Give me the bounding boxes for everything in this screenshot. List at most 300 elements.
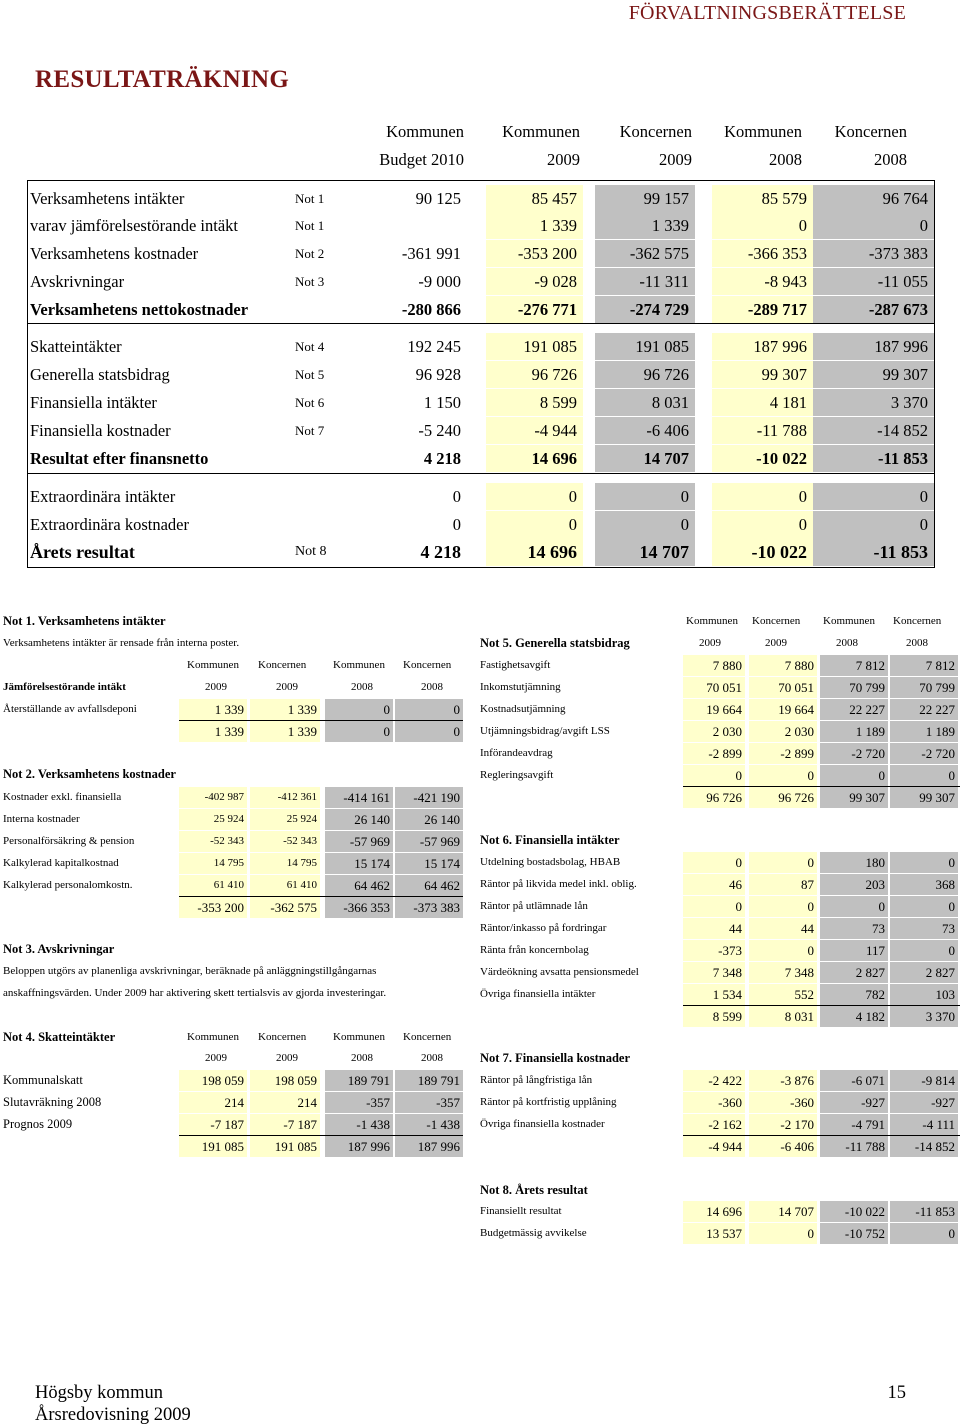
value-cell: -402 987 xyxy=(179,787,247,808)
column-header-period: 2009 xyxy=(205,681,227,693)
value-cell: 8 031 xyxy=(749,1006,817,1027)
column-header-period: 2008 xyxy=(421,681,443,693)
column-header-period: 2008 xyxy=(351,1052,373,1064)
value-cell: 192 245 xyxy=(407,337,461,356)
footer-org: Högsby kommun xyxy=(35,1383,163,1403)
value-cell: 191 085 xyxy=(250,1136,320,1157)
value-cell: -11 311 xyxy=(595,268,695,295)
column-header-period: Budget 2010 xyxy=(379,150,464,169)
column-header-period: 2008 xyxy=(874,150,907,169)
value-cell: 99 157 xyxy=(595,185,695,212)
value-cell: -412 361 xyxy=(250,787,320,808)
value-cell: -11 055 xyxy=(813,268,934,295)
row-label: Finansiella kostnader xyxy=(30,421,171,440)
row-label: Resultat efter finansnetto xyxy=(30,449,209,468)
value-cell: 2 827 xyxy=(820,962,888,983)
row-label: Utdelning bostadsbolag, HBAB xyxy=(480,856,621,868)
value-cell: 2 827 xyxy=(890,962,958,983)
value-cell: -360 xyxy=(683,1092,745,1113)
column-header-entity: Koncernen xyxy=(258,1031,307,1043)
row-label: Budgetmässig avvikelse xyxy=(480,1227,587,1239)
value-cell: -11 853 xyxy=(890,1201,958,1222)
column-header-entity: Koncernen xyxy=(258,659,307,671)
value-cell: -361 991 xyxy=(401,244,461,263)
value-cell: 13 537 xyxy=(683,1223,745,1244)
value-cell: 14 696 xyxy=(486,538,583,566)
row-label: Införandeavdrag xyxy=(480,747,553,759)
row-label: Räntor på likvida medel inkl. oblig. xyxy=(480,878,637,890)
value-cell: 0 xyxy=(813,212,934,239)
value-cell: -14 852 xyxy=(813,417,934,444)
value-cell: 0 xyxy=(890,896,958,917)
column-header-entity: Kommunen xyxy=(823,615,875,627)
value-cell: 1 339 xyxy=(595,212,695,239)
row-label: Fastighetsavgift xyxy=(480,659,551,671)
value-cell: -5 240 xyxy=(418,421,461,440)
note-text: Beloppen utgörs av planenliga avskrivningar, beräknade på anläggningstillgångarnas xyxy=(3,965,377,977)
value-cell: 0 xyxy=(749,765,817,786)
note-ref: Not 1 xyxy=(295,191,325,206)
value-cell: 0 xyxy=(325,699,393,720)
value-cell: 189 791 xyxy=(325,1070,393,1091)
column-header-period: 2009 xyxy=(547,150,580,169)
rule-line xyxy=(179,720,463,721)
value-cell: -11 853 xyxy=(813,538,934,566)
value-cell: 0 xyxy=(683,852,745,873)
value-cell: -10 752 xyxy=(820,1223,888,1244)
note-ref: Not 1 xyxy=(295,218,325,233)
table-row xyxy=(27,268,934,295)
value-cell: 61 410 xyxy=(179,875,247,896)
value-cell: -353 200 xyxy=(486,240,583,267)
value-cell: -366 353 xyxy=(712,240,813,267)
row-label: Verksamhetens nettokostnader xyxy=(30,300,249,319)
rule-line xyxy=(27,567,934,568)
note-ref: Not 4 xyxy=(295,339,325,354)
value-cell: 22 227 xyxy=(890,699,958,720)
value-cell: 1 339 xyxy=(486,212,583,239)
value-cell: 99 307 xyxy=(813,361,934,388)
table-row xyxy=(27,417,934,444)
value-cell: 61 410 xyxy=(250,875,320,896)
rule-line xyxy=(27,473,934,474)
value-cell: 14 707 xyxy=(595,538,695,566)
value-cell: 14 707 xyxy=(749,1201,817,1222)
value-cell: 0 xyxy=(452,487,461,506)
value-cell: -1 438 xyxy=(325,1114,393,1135)
value-cell: 117 xyxy=(820,940,888,961)
row-label: Finansiellt resultat xyxy=(480,1205,562,1217)
row-label: Kalkylerad personalomkostn. xyxy=(3,879,133,891)
column-header-entity: Koncernen xyxy=(403,659,452,671)
rule-line xyxy=(27,180,934,181)
row-label: Regleringsavgift xyxy=(480,769,554,781)
row-label: Återställande av avfallsdeponi xyxy=(3,703,137,715)
value-cell: 187 996 xyxy=(395,1136,463,1157)
value-cell: 99 307 xyxy=(890,787,958,808)
value-cell: -9 028 xyxy=(486,268,583,295)
value-cell: 7 348 xyxy=(683,962,745,983)
value-cell: 99 307 xyxy=(820,787,888,808)
value-cell: -927 xyxy=(820,1092,888,1113)
note-title: Not 5. Generella statsbidrag xyxy=(480,636,630,650)
footer-doc: Årsredovisning 2009 xyxy=(35,1405,191,1425)
note-description: Verksamhetens intäkter är rensade från interna poster. xyxy=(3,637,240,649)
value-cell: -362 575 xyxy=(595,240,695,267)
rule-line xyxy=(27,323,934,324)
value-cell: -4 791 xyxy=(820,1114,888,1135)
note-ref: Not 2 xyxy=(295,246,325,261)
row-label: Övriga finansiella kostnader xyxy=(480,1118,605,1130)
rule-line xyxy=(179,896,463,897)
note-title: Not 1. Verksamhetens intäkter xyxy=(3,614,166,628)
value-cell: -280 866 xyxy=(401,300,461,319)
value-cell: -357 xyxy=(325,1092,393,1113)
value-cell: -289 717 xyxy=(712,296,813,323)
value-cell: 4 181 xyxy=(712,389,813,416)
row-label: Personalförsäkring & pension xyxy=(3,835,135,847)
value-cell: 14 795 xyxy=(250,853,320,874)
value-cell: 191 085 xyxy=(486,333,583,360)
value-cell: 96 726 xyxy=(683,787,745,808)
value-cell: 4 182 xyxy=(820,1006,888,1027)
row-label: Räntor på utlämnade lån xyxy=(480,900,588,912)
value-cell: 46 xyxy=(683,874,745,895)
rule-line xyxy=(683,786,960,787)
page-title: RESULTATRÄKNING xyxy=(35,66,290,93)
value-cell: -2 720 xyxy=(820,743,888,764)
value-cell: -52 343 xyxy=(250,831,320,852)
value-cell: -11 788 xyxy=(820,1136,888,1157)
table-row xyxy=(27,240,934,267)
column-header-period: 2009 xyxy=(276,1052,298,1064)
row-label: Kostnadsutjämning xyxy=(480,703,566,715)
value-cell: 14 696 xyxy=(683,1201,745,1222)
value-cell: 191 085 xyxy=(595,333,695,360)
value-cell: -9 814 xyxy=(890,1070,958,1091)
value-cell: 103 xyxy=(890,984,958,1005)
value-cell: -10 022 xyxy=(712,445,813,472)
value-cell: 70 799 xyxy=(890,677,958,698)
value-cell: -10 022 xyxy=(820,1201,888,1222)
value-cell: 96 764 xyxy=(813,185,934,212)
value-cell: 7 812 xyxy=(890,655,958,676)
value-cell: 187 996 xyxy=(813,333,934,360)
value-cell: 14 795 xyxy=(179,853,247,874)
value-cell: -2 720 xyxy=(890,743,958,764)
value-cell: -57 969 xyxy=(325,831,393,852)
value-cell: 70 051 xyxy=(683,677,745,698)
value-cell: 2 030 xyxy=(683,721,745,742)
value-cell: 0 xyxy=(486,483,583,510)
note-ref: Not 5 xyxy=(295,367,325,382)
note-title: Not 2. Verksamhetens kostnader xyxy=(3,767,176,781)
value-cell: 0 xyxy=(749,852,817,873)
column-header-period: 2008 xyxy=(906,637,928,649)
row-label: Räntor/inkasso på fordringar xyxy=(480,922,607,934)
value-cell: 96 726 xyxy=(595,361,695,388)
value-cell: 1 339 xyxy=(250,699,320,720)
value-cell: -4 111 xyxy=(890,1114,958,1135)
column-header-entity: Kommunen xyxy=(502,122,580,141)
value-cell: 0 xyxy=(813,483,934,510)
table-row xyxy=(27,333,934,360)
value-cell: 8 599 xyxy=(486,389,583,416)
value-cell: 22 227 xyxy=(820,699,888,720)
value-cell: 1 189 xyxy=(820,721,888,742)
column-header-entity: Koncernen xyxy=(619,122,692,141)
value-cell: -2 899 xyxy=(683,743,745,764)
section-header: FÖRVALTNINGSBERÄTTELSE xyxy=(628,2,906,24)
row-label: Extraordinära intäkter xyxy=(30,487,176,506)
column-header-period: 2008 xyxy=(421,1052,443,1064)
value-cell: 14 696 xyxy=(486,445,583,472)
value-cell: 96 726 xyxy=(486,361,583,388)
table-row xyxy=(27,296,934,323)
value-cell: 90 125 xyxy=(415,189,461,208)
value-cell: -362 575 xyxy=(250,897,320,918)
value-cell: -52 343 xyxy=(179,831,247,852)
value-cell: -276 771 xyxy=(486,296,583,323)
value-cell: -2 162 xyxy=(683,1114,745,1135)
value-cell: 87 xyxy=(749,874,817,895)
value-cell: -8 943 xyxy=(712,268,813,295)
column-header-entity: Koncernen xyxy=(403,1031,452,1043)
value-cell: 203 xyxy=(820,874,888,895)
value-cell: 0 xyxy=(712,483,813,510)
value-cell: 0 xyxy=(452,515,461,534)
value-cell: 214 xyxy=(179,1092,247,1113)
value-cell: -373 383 xyxy=(395,897,463,918)
row-label: Räntor på långfristiga lån xyxy=(480,1074,593,1086)
table-row xyxy=(27,185,934,212)
value-cell: -357 xyxy=(395,1092,463,1113)
row-label: Slutavräkning 2008 xyxy=(3,1095,102,1109)
value-cell: 0 xyxy=(486,511,583,538)
value-cell: 189 791 xyxy=(395,1070,463,1091)
value-cell: 1 339 xyxy=(250,721,320,742)
value-cell: -6 406 xyxy=(749,1136,817,1157)
value-cell: 26 140 xyxy=(395,809,463,830)
row-label: Verksamhetens kostnader xyxy=(30,244,199,263)
value-cell: 14 707 xyxy=(595,445,695,472)
note-ref: Not 7 xyxy=(295,423,325,438)
value-cell: 0 xyxy=(820,765,888,786)
row-label: Finansiella intäkter xyxy=(30,393,157,412)
value-cell: 96 928 xyxy=(415,365,461,384)
value-cell: 0 xyxy=(813,511,934,538)
group-label: Jämförelsestörande intäkt xyxy=(3,681,126,693)
rule-line xyxy=(179,1135,463,1136)
value-cell: 7 880 xyxy=(683,655,745,676)
value-cell: 187 996 xyxy=(325,1136,393,1157)
value-cell: 1 534 xyxy=(683,984,745,1005)
value-cell: -6 406 xyxy=(595,417,695,444)
table-row xyxy=(27,511,934,538)
column-header-period: 2009 xyxy=(205,1052,227,1064)
value-cell: 26 140 xyxy=(325,809,393,830)
column-header-entity: Koncernen xyxy=(834,122,907,141)
note-title: Not 7. Finansiella kostnader xyxy=(480,1051,631,1065)
column-header-entity: Kommunen xyxy=(333,1031,385,1043)
table-row xyxy=(27,538,934,566)
row-label: Utjämningsbidrag/avgift LSS xyxy=(480,725,610,737)
value-cell: 0 xyxy=(712,212,813,239)
rule-line-vertical xyxy=(934,180,935,568)
value-cell: 25 924 xyxy=(250,809,320,830)
value-cell: 19 664 xyxy=(749,699,817,720)
row-label: Interna kostnader xyxy=(3,813,80,825)
column-header-period: 2008 xyxy=(769,150,802,169)
row-label: Räntor på kortfristig upplåning xyxy=(480,1096,617,1108)
value-cell: 0 xyxy=(890,1223,958,1244)
value-cell: -9 000 xyxy=(418,272,461,291)
value-cell: -14 852 xyxy=(890,1136,958,1157)
row-label: Kalkylerad kapitalkostnad xyxy=(3,857,119,869)
value-cell: 99 307 xyxy=(712,361,813,388)
value-cell: -353 200 xyxy=(179,897,247,918)
value-cell: 73 xyxy=(820,918,888,939)
value-cell: 44 xyxy=(683,918,745,939)
value-cell: 1 189 xyxy=(890,721,958,742)
value-cell: -287 673 xyxy=(813,296,934,323)
value-cell: -11 788 xyxy=(712,417,813,444)
value-cell: 214 xyxy=(250,1092,320,1113)
value-cell: 64 462 xyxy=(325,875,393,896)
value-cell: 0 xyxy=(820,896,888,917)
value-cell: -927 xyxy=(890,1092,958,1113)
column-header-period: 2009 xyxy=(659,150,692,169)
value-cell: 85 579 xyxy=(712,185,813,212)
value-cell: -366 353 xyxy=(325,897,393,918)
note-ref: Not 8 xyxy=(295,544,327,559)
column-header-entity: Kommunen xyxy=(686,615,738,627)
value-cell: 0 xyxy=(890,940,958,961)
value-cell: 8 031 xyxy=(595,389,695,416)
value-cell: 70 051 xyxy=(749,677,817,698)
value-cell: 0 xyxy=(683,765,745,786)
value-cell: 180 xyxy=(820,852,888,873)
value-cell: 1 339 xyxy=(179,721,247,742)
value-cell: 4 218 xyxy=(423,449,461,468)
note-ref: Not 3 xyxy=(295,274,325,289)
note-ref: Not 6 xyxy=(295,395,325,410)
value-cell: 0 xyxy=(890,852,958,873)
table-row xyxy=(27,361,934,388)
value-cell xyxy=(367,212,467,239)
row-label: Värdeökning avsatta pensionsmedel xyxy=(480,966,639,978)
value-cell: 1 339 xyxy=(179,699,247,720)
value-cell: -2 422 xyxy=(683,1070,745,1091)
value-cell: 0 xyxy=(749,896,817,917)
row-label: Övriga finansiella intäkter xyxy=(480,988,596,1000)
value-cell: -7 187 xyxy=(179,1114,247,1135)
value-cell: -2 170 xyxy=(749,1114,817,1135)
value-cell: 4 218 xyxy=(420,542,461,562)
note-text: anskaffningsvärden. Under 2009 har aktivering skett tertialsvis av gjorda investeringar. xyxy=(3,987,387,999)
value-cell: -3 876 xyxy=(749,1070,817,1091)
column-header-entity: Kommunen xyxy=(333,659,385,671)
rule-line xyxy=(683,1005,960,1006)
value-cell: -373 383 xyxy=(813,240,934,267)
value-cell: 0 xyxy=(749,940,817,961)
note-title: Not 6. Finansiella intäkter xyxy=(480,833,620,847)
row-label: varav jämförelsestörande intäkt xyxy=(30,216,238,235)
row-label: Verksamhetens intäkter xyxy=(30,189,185,208)
value-cell: 73 xyxy=(890,918,958,939)
value-cell: -2 899 xyxy=(749,743,817,764)
note-title: Not 3. Avskrivningar xyxy=(3,942,115,956)
page-number: 15 xyxy=(887,1383,906,1403)
value-cell: 0 xyxy=(395,699,463,720)
column-header-entity: Koncernen xyxy=(752,615,801,627)
value-cell: 8 599 xyxy=(683,1006,745,1027)
value-cell: -57 969 xyxy=(395,831,463,852)
value-cell: 7 348 xyxy=(749,962,817,983)
value-cell: 0 xyxy=(595,511,695,538)
table-row xyxy=(27,389,934,416)
column-header-entity: Kommunen xyxy=(386,122,464,141)
value-cell: -414 161 xyxy=(325,787,393,808)
value-cell: -6 071 xyxy=(820,1070,888,1091)
value-cell: 0 xyxy=(683,896,745,917)
value-cell: 0 xyxy=(890,765,958,786)
column-header-entity: Kommunen xyxy=(724,122,802,141)
column-header-entity: Koncernen xyxy=(893,615,942,627)
row-label: Skatteintäkter xyxy=(30,337,122,356)
row-label: Ränta från koncernbolag xyxy=(480,944,589,956)
row-label: Inkomstutjämning xyxy=(480,681,561,693)
value-cell: 0 xyxy=(749,1223,817,1244)
value-cell: 198 059 xyxy=(179,1070,247,1091)
note-title: Not 8. Årets resultat xyxy=(480,1183,588,1197)
value-cell: 7 812 xyxy=(820,655,888,676)
value-cell: 3 370 xyxy=(813,389,934,416)
value-cell: 3 370 xyxy=(890,1006,958,1027)
column-header-entity: Kommunen xyxy=(187,659,239,671)
column-header-period: 2008 xyxy=(351,681,373,693)
value-cell: -360 xyxy=(749,1092,817,1113)
value-cell: -11 853 xyxy=(813,445,934,472)
value-cell: 198 059 xyxy=(250,1070,320,1091)
value-cell: -4 944 xyxy=(683,1136,745,1157)
note-title: Not 4. Skatteintäkter xyxy=(3,1030,116,1044)
column-header-period: 2009 xyxy=(699,637,721,649)
column-header-period: 2009 xyxy=(765,637,787,649)
row-label: Prognos 2009 xyxy=(3,1117,73,1131)
value-cell: 96 726 xyxy=(749,787,817,808)
rule-line-vertical xyxy=(27,180,28,568)
row-label: Avskrivningar xyxy=(30,272,125,291)
value-cell: 25 924 xyxy=(179,809,247,830)
row-label: Kommunalskatt xyxy=(3,1073,83,1087)
value-cell: 1 150 xyxy=(423,393,461,412)
table-row xyxy=(27,483,934,510)
value-cell: 15 174 xyxy=(325,853,393,874)
value-cell: -421 190 xyxy=(395,787,463,808)
value-cell: -10 022 xyxy=(712,538,813,566)
value-cell: 552 xyxy=(749,984,817,1005)
value-cell: 64 462 xyxy=(395,875,463,896)
value-cell: -373 xyxy=(683,940,745,961)
value-cell: 0 xyxy=(712,511,813,538)
value-cell: 782 xyxy=(820,984,888,1005)
row-label: Årets resultat xyxy=(30,542,135,562)
value-cell: 368 xyxy=(890,874,958,895)
table-row xyxy=(27,212,934,239)
value-cell: 15 174 xyxy=(395,853,463,874)
row-label: Extraordinära kostnader xyxy=(30,515,189,534)
